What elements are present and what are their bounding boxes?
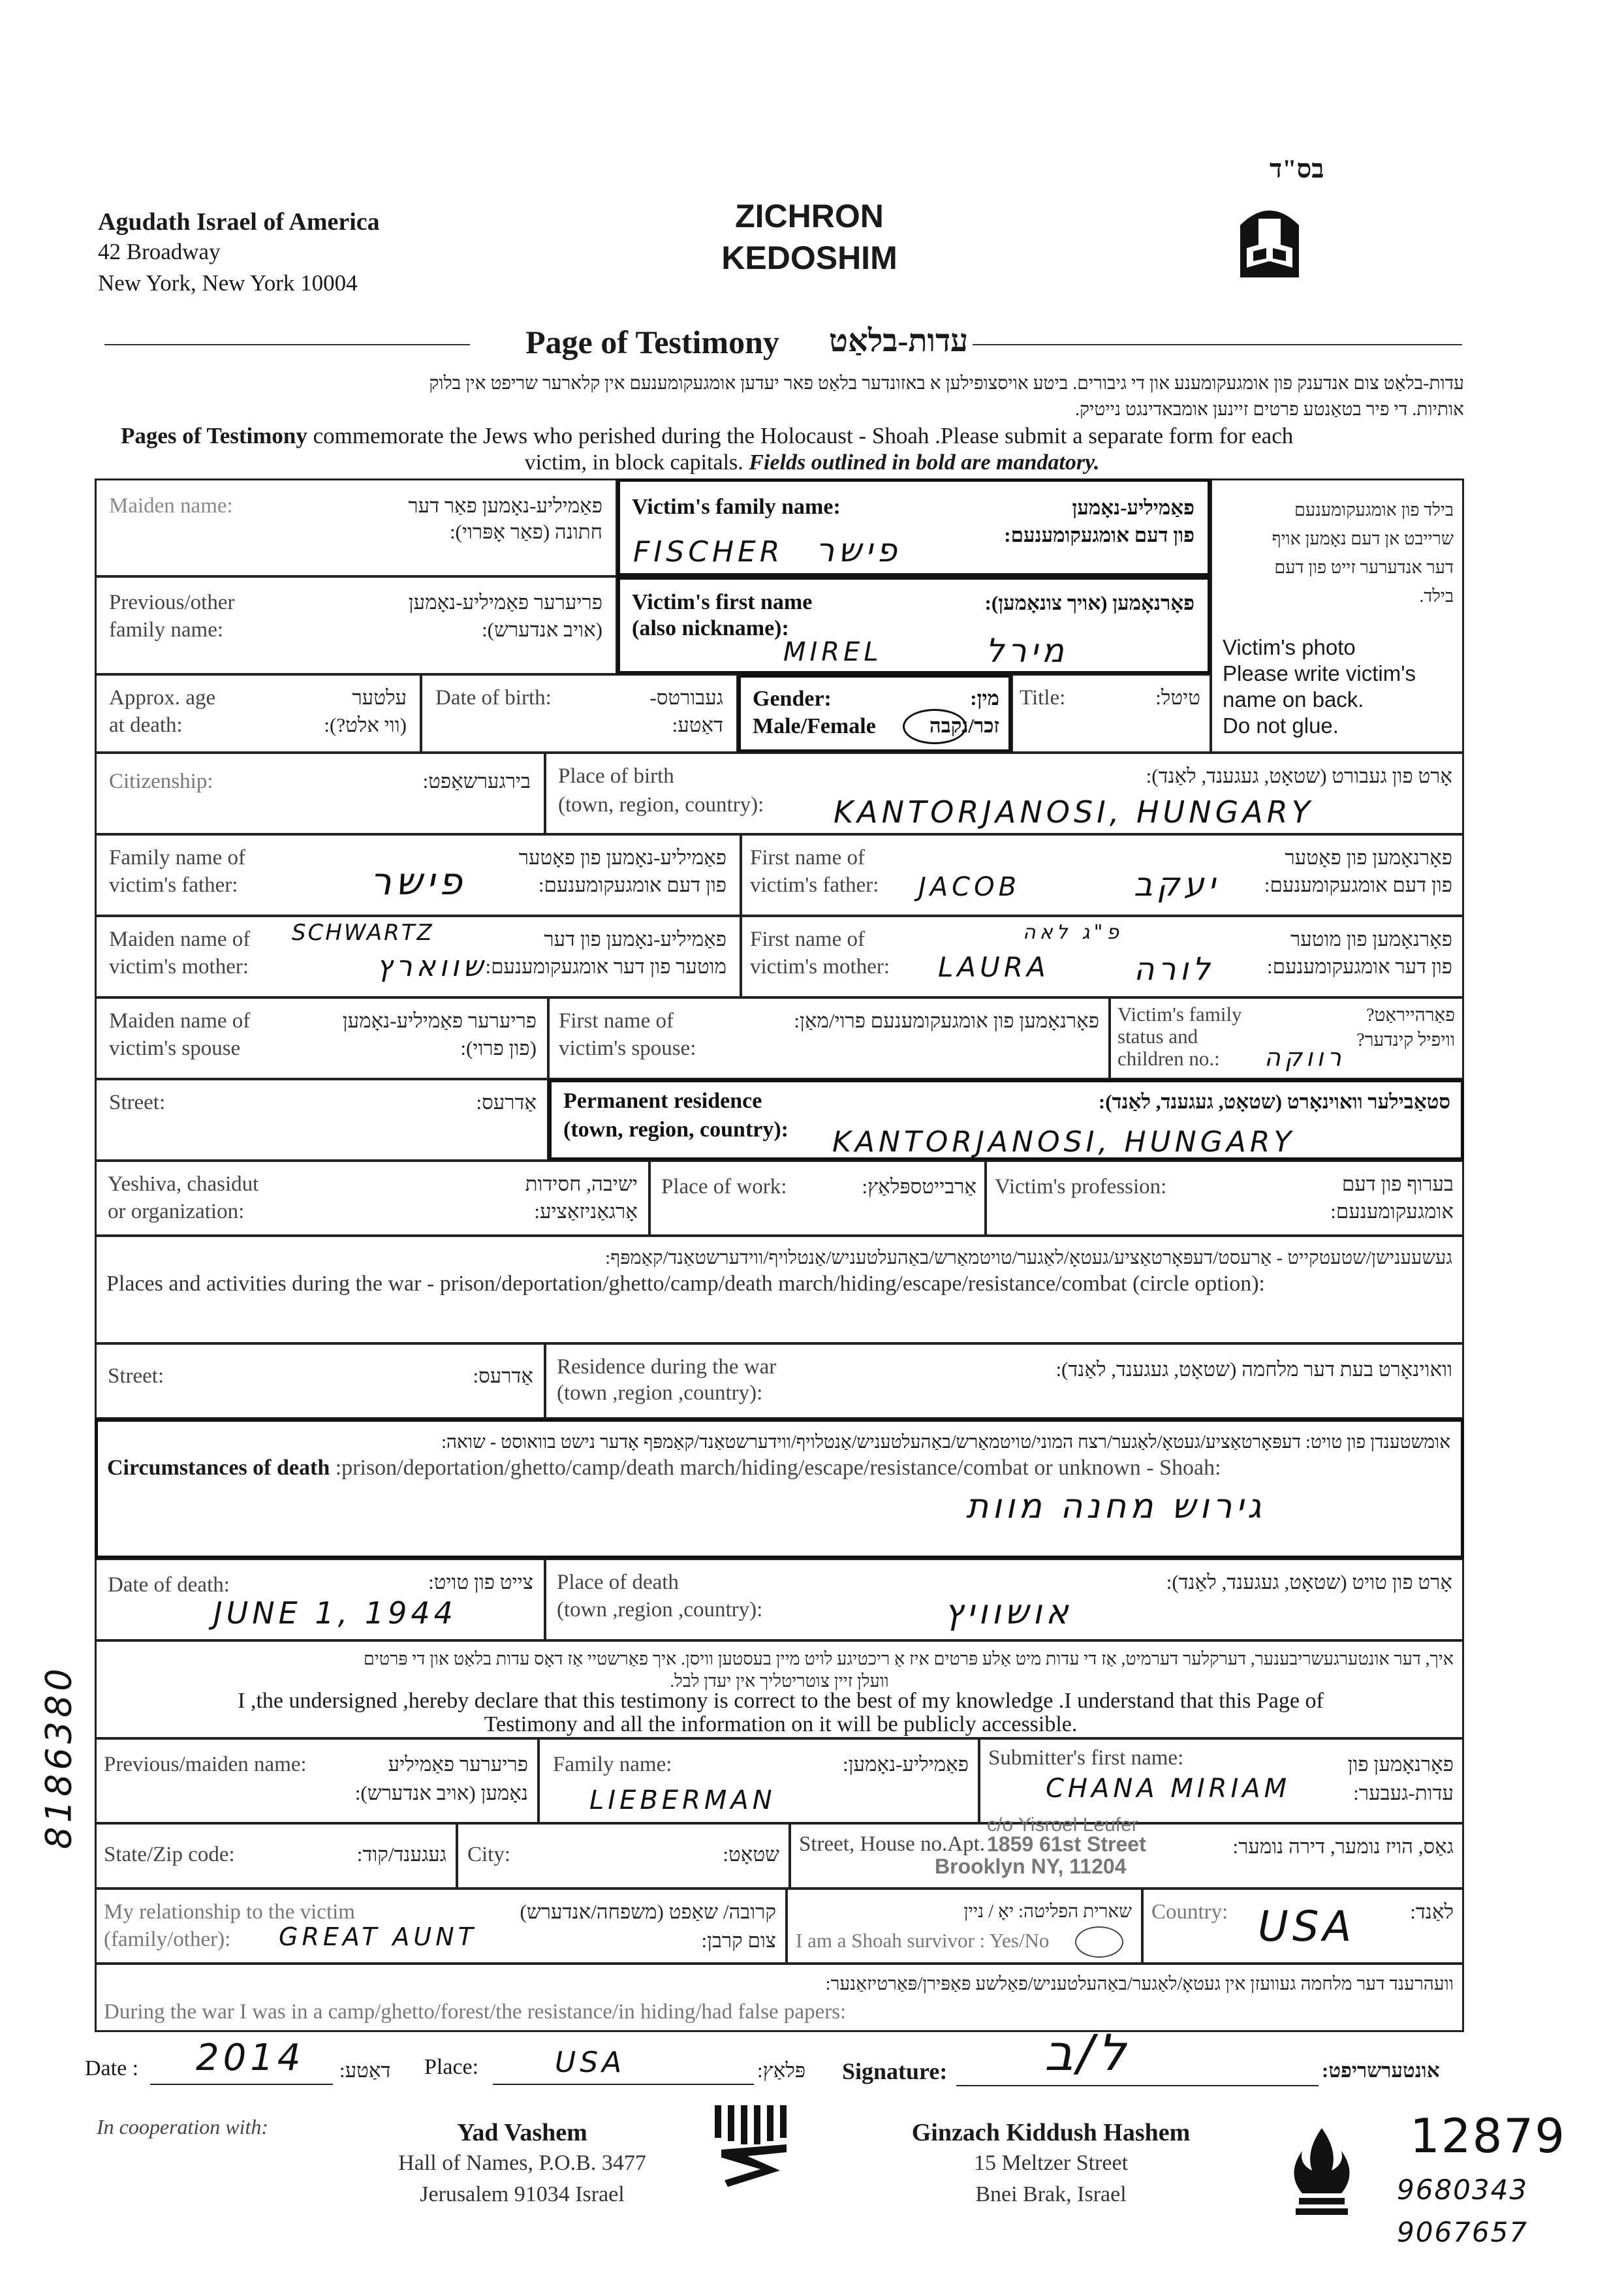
mother-maiden-label-2: victim's mother: bbox=[109, 955, 249, 979]
spouse-maiden-name-field[interactable] bbox=[95, 997, 548, 1079]
mother-first-label-1: First name of bbox=[750, 928, 865, 951]
submitter-first-name-label: Submitter's first name: bbox=[988, 1746, 1184, 1770]
age-label-1: Approx. age bbox=[109, 686, 216, 710]
mother-maiden-value-he: שווארץ bbox=[377, 950, 488, 983]
spouse-maiden-label-he-2: (פון פרוי): bbox=[460, 1037, 537, 1059]
address-stamp-1: c/o Yisroel Leufer bbox=[987, 1814, 1138, 1836]
survivor-label-he-1: שארית הפליטה: יאָ / ניין bbox=[963, 1902, 1132, 1922]
age-label-he-1: עלטער bbox=[352, 686, 407, 709]
age-label-2: at death: bbox=[109, 713, 183, 737]
circumstances-label-rest: :prison/deportation/ghetto/camp/death march/hiding/escape/resistance/combat or unknown - Shoah: bbox=[330, 1456, 1221, 1480]
date-label-he: דאַטע: bbox=[339, 2059, 391, 2082]
birthplace-label-he: אָרט פון געבורט (שטאָט, געגענד, לאַנד): bbox=[1146, 764, 1452, 787]
country-field[interactable] bbox=[1142, 1888, 1464, 1964]
title-field[interactable] bbox=[1012, 674, 1211, 753]
relationship-label-2: (family/other): bbox=[104, 1928, 231, 1951]
spouse-maiden-label-1: Maiden name of bbox=[109, 1009, 251, 1033]
mother-first-label-2: victim's mother: bbox=[750, 955, 890, 979]
profession-label-he-1: בערוף פון דעם bbox=[1341, 1172, 1454, 1195]
father-first-name-field[interactable] bbox=[741, 834, 1464, 916]
title-kedoshim: KEDOSHIM bbox=[721, 240, 898, 276]
gender-label-he-1: מין: bbox=[970, 687, 999, 710]
previous-name-label-2: family name: bbox=[109, 618, 224, 642]
death-place-label-he: אָרט פון טויט (שטאָט, געגענד, לאַנד): bbox=[1166, 1571, 1452, 1593]
submitter-first-name-label-he-2: עדות-געבער: bbox=[1353, 1781, 1454, 1804]
residence-label-he: סטאַבילער וואוינאָרט (שטאָט, געגענד, לאַנד): bbox=[1098, 1090, 1450, 1113]
submitter-family-name-label-he: פאַמיליע-נאָמען: bbox=[843, 1753, 969, 1776]
war-places-label-he: געשעענישן/שטעטקייט - אַרעסט/דעפּאָרטאַציע/געטאָ/לאַגער/טויטמאַרש/באַהעלטעניש/אַנטלויף/ווידערשטאַנד/קאַמפּף: bbox=[605, 1247, 1452, 1268]
title-label-he: טיטל: bbox=[1155, 686, 1200, 709]
father-family-label-he-1: פאַמיליע-נאָמען פון פאָטער bbox=[518, 846, 726, 869]
first-name-value-he: מירל bbox=[986, 632, 1068, 670]
family-status-label-he-2: וויפיל קינדער? bbox=[1356, 1030, 1455, 1050]
spouse-maiden-label-2: victim's spouse bbox=[109, 1037, 241, 1060]
submitter-street-label: Street, House no.Apt. bbox=[799, 1832, 986, 1856]
father-family-label-1: Family name of bbox=[109, 846, 245, 870]
relationship-label-he-2: צום קרבן: bbox=[701, 1929, 776, 1952]
yeshiva-label-he-1: ישיבה, חסידות bbox=[525, 1172, 638, 1195]
gender-field[interactable] bbox=[738, 674, 1012, 753]
street-field[interactable] bbox=[95, 1079, 548, 1161]
record-number-2: 9680343 bbox=[1397, 2174, 1529, 2206]
mother-first-value: LAURA bbox=[938, 951, 1050, 983]
war-street-label: Street: bbox=[108, 1364, 164, 1388]
age-field[interactable] bbox=[95, 674, 421, 753]
org-name: Agudath Israel of America bbox=[98, 208, 380, 236]
title-label: Title: bbox=[1020, 686, 1066, 710]
mother-maiden-label-he-1: פאַמיליע-נאָמען פון דער bbox=[544, 928, 726, 950]
gkh-name: Ginzach Kiddush Hashem bbox=[911, 2119, 1191, 2146]
citizenship-label: Citizenship: bbox=[109, 770, 213, 793]
gkh-address-1: 15 Meltzer Street bbox=[973, 2151, 1129, 2175]
death-place-label-2: (town ,region ,country): bbox=[557, 1598, 763, 1622]
photo-he-3: דער אנדערער זייט פון דעם bbox=[1274, 557, 1454, 577]
war-residence-field[interactable] bbox=[545, 1343, 1464, 1418]
workplace-field[interactable] bbox=[649, 1161, 986, 1236]
submitter-first-name-label-he-1: פאָרנאָמען פון bbox=[1347, 1753, 1454, 1776]
gender-label-2: Male/Female bbox=[753, 714, 876, 738]
circumstances-label-en bbox=[107, 1456, 1221, 1481]
father-first-label-2: victim's father: bbox=[750, 873, 879, 897]
submitter-city-field[interactable] bbox=[457, 1823, 790, 1888]
yv-address-2: Jerusalem 91034 Israel bbox=[420, 2182, 625, 2206]
family-name-label: Victim's family name: bbox=[632, 495, 841, 519]
victim-first-name-field[interactable] bbox=[617, 576, 1211, 674]
submitter-first-name-field[interactable] bbox=[979, 1738, 1464, 1823]
declaration-en-2: Testimony and all the information on it will be publicly accessible. bbox=[484, 1712, 1078, 1736]
title-rule-right bbox=[973, 344, 1462, 345]
page-title-he: עדות-בלאַט bbox=[829, 324, 969, 358]
bsd-mark: בס"ד bbox=[1270, 154, 1324, 183]
work-label: Place of work: bbox=[661, 1175, 787, 1199]
photo-en-1: Victim's photo bbox=[1223, 635, 1356, 659]
birthplace-field[interactable] bbox=[545, 753, 1464, 834]
family-name-label-he-1: פאַמיליע-נאָמען bbox=[1072, 496, 1195, 519]
citizenship-label-he: בירגערשאַפט: bbox=[422, 770, 531, 792]
yv-name: Yad Vashem bbox=[457, 2119, 587, 2146]
father-first-value-he: יעקב bbox=[1134, 866, 1219, 903]
relationship-field[interactable] bbox=[95, 1888, 787, 1964]
family-name-value: FISCHER bbox=[633, 535, 784, 569]
mother-first-note-he: פ"ג לאה bbox=[1023, 921, 1123, 944]
relationship-label-he-1: קרובה/ שאַפט (משפחה/אנדערש) bbox=[520, 1900, 776, 1923]
org-address-1: 42 Broadway bbox=[98, 239, 221, 264]
residence-value: KANTORJANOSI, HUNGARY bbox=[832, 1125, 1296, 1159]
kiddush-hashem-logo bbox=[1279, 2125, 1364, 2223]
place-label-he: פּלאַץ: bbox=[757, 2059, 806, 2082]
place-underline bbox=[493, 2084, 754, 2085]
gender-label-he-2: זכר/נקבה bbox=[929, 714, 999, 737]
submitter-street-field[interactable] bbox=[790, 1814, 1464, 1888]
war-note-label-he: וועהרענד דער מלחמה געוועזן אין געטאָ/לאַגער/באַהעלטעניש/פאַלשע פּאַפּירן/פּאַרטיזאַנער: bbox=[825, 1974, 1454, 1994]
war-note-label-en: During the war I was in a camp/ghetto/forest/the resistance/in hiding/had false papers: bbox=[104, 2000, 847, 2024]
residence-label-1: Permanent residence bbox=[563, 1089, 762, 1113]
yeshiva-label-1: Yeshiva, chasidut bbox=[108, 1172, 259, 1196]
address-stamp-3: Brooklyn NY, 11204 bbox=[935, 1855, 1127, 1878]
birthplace-label-1: Place of birth bbox=[558, 764, 674, 788]
place-label: Place: bbox=[424, 2055, 479, 2079]
date-label: Date : bbox=[85, 2056, 139, 2080]
gender-circle bbox=[903, 709, 967, 744]
family-name-value-he: פישר bbox=[816, 531, 901, 569]
profession-label: Victim's profession: bbox=[995, 1175, 1167, 1199]
war-residence-label-he: וואוינאָרט בעת דער מלחמה (שטאָט, געגענד, לאַנד): bbox=[1055, 1358, 1452, 1381]
gender-label-1: Gender: bbox=[753, 687, 832, 711]
birthplace-label-2: (town, region, country): bbox=[558, 793, 764, 817]
intro-english-2a: victim, in block capitals. bbox=[524, 450, 749, 475]
country-label: Country: bbox=[1151, 1900, 1228, 1924]
war-street-label-he: אַדרעס: bbox=[473, 1364, 533, 1387]
title-zichron: ZICHRON bbox=[735, 198, 884, 234]
mother-maiden-label-1: Maiden name of bbox=[109, 928, 251, 951]
intro-english-mandatory: Fields outlined in bold are mandatory. bbox=[749, 450, 1100, 475]
street-label: Street: bbox=[109, 1091, 166, 1114]
war-residence-label-1: Residence during the war bbox=[557, 1355, 777, 1379]
date-underline bbox=[150, 2084, 333, 2085]
death-place-value-he: אושוויץ bbox=[945, 1593, 1072, 1632]
war-places-field[interactable] bbox=[95, 1236, 1464, 1343]
father-first-label-1: First name of bbox=[750, 846, 865, 870]
citizenship-field[interactable] bbox=[95, 753, 545, 834]
submitter-prev-name-label: Previous/maiden name: bbox=[104, 1753, 307, 1776]
cooperation-label: In cooperation with: bbox=[97, 2115, 269, 2139]
page-title-en: Page of Testimony bbox=[525, 324, 779, 360]
relationship-value: GREAT AUNT bbox=[279, 1922, 477, 1951]
signature-label-he: אונטערשריפט: bbox=[1322, 2059, 1440, 2082]
submitter-city-label: City: bbox=[467, 1843, 511, 1866]
first-name-value: MIREL bbox=[783, 637, 882, 667]
father-family-name-field[interactable] bbox=[95, 834, 741, 916]
photo-he-2: שרייבט אן דעם נאָמען אויף bbox=[1272, 529, 1454, 548]
submitter-state-label-he: געגענד/קוד: bbox=[356, 1843, 446, 1866]
maiden-name-field[interactable] bbox=[95, 478, 617, 576]
dob-field[interactable] bbox=[421, 674, 738, 753]
circumstances-value-he: גירוש מחנה מוות bbox=[966, 1487, 1266, 1526]
spouse-maiden-label-he-1: פריערער פאַמיליע-נאָמען bbox=[342, 1009, 537, 1032]
record-number: 12879 bbox=[1410, 2108, 1567, 2163]
yeshiva-label-2: or organization: bbox=[108, 1200, 245, 1223]
submitter-prev-name-label-he-2: נאָמען (אויב אנדערש): bbox=[354, 1781, 528, 1804]
submitter-prev-name-label-he-1: פריערער פאַמיליע bbox=[388, 1753, 528, 1776]
submitter-street-label-he: גאַס, הויז נומער, דירה נומער: bbox=[1232, 1835, 1454, 1858]
first-name-label-1: Victim's first name bbox=[632, 590, 813, 614]
gkh-address-2: Bnei Brak, Israel bbox=[975, 2182, 1127, 2206]
intro-english-bold: Pages of Testimony bbox=[121, 423, 307, 448]
survivor-circle bbox=[1075, 1926, 1123, 1958]
record-number-3: 9067657 bbox=[1397, 2216, 1529, 2248]
submitter-prev-name-field[interactable] bbox=[95, 1738, 539, 1823]
submitter-family-name-field[interactable] bbox=[539, 1738, 979, 1823]
dob-label-he-1: געבורטס- bbox=[649, 686, 723, 709]
mother-maiden-value: SCHWARTZ bbox=[292, 920, 434, 946]
family-status-label-he-1: פאַרהייראַט? bbox=[1366, 1005, 1455, 1026]
intro-hebrew-2: אותיות. די פיר בטאַנטע פרטים זיינען אומבאדינגט נייטיק. bbox=[1075, 400, 1464, 420]
death-date-label-he: צייט פון טויט: bbox=[428, 1571, 533, 1593]
org-address-2: New York, New York 10004 bbox=[98, 270, 358, 296]
survivor-label: I am a Shoah survivor : Yes/No bbox=[796, 1929, 1050, 1952]
previous-name-label-1: Previous/other bbox=[109, 591, 235, 614]
death-date-field[interactable] bbox=[95, 1559, 545, 1640]
war-places-label-en: Places and activities during the war - prison/deportation/ghetto/camp/death march/hiding/escape/resistance/combat (circle option): bbox=[106, 1272, 1265, 1296]
title-rule-left bbox=[104, 344, 470, 345]
address-stamp-2: 1859 61st Street bbox=[987, 1832, 1146, 1856]
death-place-label-1: Place of death bbox=[557, 1571, 679, 1594]
birthplace-value: KANTORJANOSI, HUNGARY bbox=[834, 794, 1314, 830]
family-status-field[interactable] bbox=[1110, 997, 1464, 1079]
work-label-he: אַרבייטספּלאַץ: bbox=[862, 1175, 976, 1198]
submitter-family-name-value: LIEBERMAN bbox=[589, 1785, 776, 1815]
permanent-residence-field[interactable] bbox=[548, 1079, 1464, 1161]
declaration-he-2: וועלן זיין צוטריטליך אין יעדן לבל. bbox=[670, 1671, 889, 1691]
war-residence-label-2: (town ,region ,country): bbox=[557, 1381, 763, 1405]
signature-underline bbox=[956, 2085, 1319, 2086]
ginzach-logo bbox=[1227, 196, 1312, 281]
father-first-label-he-2: פון דעם אומגעקומענעם: bbox=[1264, 873, 1452, 896]
age-label-he-2: (ווי אלט?): bbox=[324, 713, 407, 736]
father-family-value-he: פישר bbox=[370, 859, 467, 903]
maiden-name-label: Maiden name: bbox=[109, 494, 233, 518]
photo-en-4: Do not glue. bbox=[1223, 713, 1339, 738]
first-name-label-he: פאָרנאָמען (אויך צונאָמען): bbox=[984, 591, 1195, 614]
declaration-block bbox=[95, 1640, 1464, 1738]
signature-value[interactable]: ל/ב bbox=[1044, 2024, 1130, 2082]
dob-label: Date of birth: bbox=[435, 686, 552, 710]
country-value: USA bbox=[1258, 1903, 1356, 1951]
yv-address-1: Hall of Names, P.O.B. 3477 bbox=[398, 2151, 646, 2175]
victim-family-name-field[interactable] bbox=[617, 478, 1211, 576]
date-value: 2014 bbox=[196, 2037, 305, 2079]
mother-first-name-field[interactable] bbox=[741, 916, 1464, 997]
intro-english-1 bbox=[121, 423, 1491, 449]
mother-maiden-name-field[interactable] bbox=[95, 916, 741, 997]
family-status-label-3: children no.: bbox=[1117, 1047, 1220, 1070]
mother-first-value-he: לורה bbox=[1134, 951, 1214, 988]
mother-first-label-he-2: פון דער אומגעקומענעם: bbox=[1267, 955, 1452, 978]
spouse-first-label-2: victim's spouse: bbox=[559, 1037, 696, 1060]
intro-english-2 bbox=[0, 450, 1624, 475]
war-note-field[interactable] bbox=[95, 1964, 1464, 2032]
circumstances-label-bold: Circumstances of death bbox=[107, 1456, 330, 1480]
photo-box[interactable] bbox=[1211, 478, 1464, 753]
intro-english-rest: commemorate the Jews who perished during the Holocaust - Shoah .Please submit a separate form for each bbox=[307, 423, 1294, 448]
intro-hebrew-1: עדות-בלאַט צום אנדענק פון אומגעקומענע און די גיבורים. ביטע אויסצופילען א באזונדער בלאַט פאר יעדען אומגעקומענעם אין קלארער שריפט אין בלוק bbox=[429, 373, 1464, 394]
relationship-label-1: My relationship to the victim bbox=[104, 1900, 355, 1924]
circumstances-label-he: אומשטענדן פון טויט: דעפּאָרטאַציע/געטאָ/לאַגער/רצח המוני/טויטמאַרש/באַהעלטעניש/אַנטלויף/ווידערשטאַנד/קאַמפּף אָדער נישט בוואוסט - שואה: bbox=[441, 1432, 1450, 1452]
submitter-state-label: State/Zip code: bbox=[104, 1843, 235, 1866]
circumstances-field[interactable] bbox=[95, 1418, 1464, 1559]
submitter-city-label-he: שטאָט: bbox=[723, 1843, 779, 1866]
submitter-first-name-value: CHANA MIRIAM bbox=[1046, 1774, 1291, 1804]
submitter-family-name-label: Family name: bbox=[553, 1753, 672, 1776]
previous-name-label-he-1: פריערער פאַמיליע-נאָמען bbox=[408, 591, 602, 614]
family-status-label-2: status and bbox=[1117, 1025, 1198, 1048]
yeshiva-field[interactable] bbox=[95, 1161, 649, 1236]
death-date-value: JUNE 1, 1944 bbox=[213, 1595, 457, 1631]
maiden-name-label-he: פאַמיליע-נאָמען פאַר דער חתונה (פאַר אָפּרוי): bbox=[408, 494, 602, 543]
father-first-value: JACOB bbox=[918, 872, 1021, 902]
spouse-first-label-1: First name of bbox=[559, 1009, 674, 1033]
residence-label-2: (town, region, country): bbox=[563, 1118, 789, 1142]
photo-en-2: Please write victim's bbox=[1223, 661, 1416, 685]
family-status-label-1: Victim's family bbox=[1117, 1003, 1242, 1026]
previous-name-label-he-2: (אויב אנדערש): bbox=[482, 618, 602, 641]
spouse-first-label-he: פאָרנאָמען פון אומגעקומענעם פרוי/מאַן: bbox=[794, 1009, 1099, 1032]
yad-vashem-logo bbox=[708, 2099, 800, 2190]
profession-field[interactable] bbox=[986, 1161, 1464, 1236]
dob-label-he-2: דאַטע: bbox=[672, 713, 723, 736]
spouse-first-name-field[interactable] bbox=[548, 997, 1110, 1079]
declaration-he-1: איך, דער אונטערגעשריבענער, דערקלער דערמיט, אַז די עדות מיט אַלע פּרטים איז אַ ריכטיגע לויט מיין בעסטען וויסן. איך פאַרשטיי אַז דאָס עדות בלאַט און די פּרטים bbox=[363, 1649, 1454, 1669]
country-label-he: לאַנד: bbox=[1410, 1900, 1454, 1923]
place-value: USA bbox=[555, 2046, 626, 2079]
father-family-label-he-2: פון דעם אומגעקומענעם: bbox=[538, 873, 726, 896]
war-street-field[interactable] bbox=[95, 1343, 545, 1418]
yeshiva-label-he-2: אָרגאַניזאַציע: bbox=[534, 1200, 638, 1223]
previous-name-field[interactable] bbox=[95, 576, 617, 674]
side-number: 8186380 bbox=[38, 1665, 80, 1849]
survivor-field[interactable] bbox=[787, 1888, 1142, 1964]
photo-en-3: name on back. bbox=[1223, 687, 1364, 712]
declaration-en-1: I ,the undersigned ,hereby declare that this testimony is correct to the best of my knowledge .I understand that this Page of bbox=[238, 1689, 1324, 1713]
profession-label-he-2: אומגעקומענעם: bbox=[1330, 1200, 1454, 1223]
submitter-state-field[interactable] bbox=[95, 1823, 457, 1888]
family-name-label-he-2: פון דעם אומגעקומענעם: bbox=[1004, 524, 1195, 546]
death-place-field[interactable] bbox=[545, 1559, 1464, 1640]
father-family-label-2: victim's father: bbox=[109, 873, 238, 897]
signature-label: Signature: bbox=[842, 2058, 948, 2084]
first-name-label-2: (also nickname): bbox=[632, 616, 789, 640]
father-first-label-he-1: פאָרנאָמען פון פאָטער bbox=[1285, 846, 1452, 869]
mother-first-label-he-1: פאָרנאָמען פון מוטער bbox=[1290, 928, 1452, 950]
photo-he-4: בילד. bbox=[1419, 586, 1454, 606]
death-date-label: Date of death: bbox=[108, 1573, 230, 1597]
family-status-value-he: רווקה bbox=[1264, 1043, 1345, 1072]
street-label-he: אַדרעס: bbox=[476, 1091, 537, 1114]
mother-maiden-label-he-2: מוטער פון דער אומגעקומענעם: bbox=[485, 955, 726, 978]
photo-he-1: בילד פון אומגעקומענעם bbox=[1294, 500, 1454, 520]
